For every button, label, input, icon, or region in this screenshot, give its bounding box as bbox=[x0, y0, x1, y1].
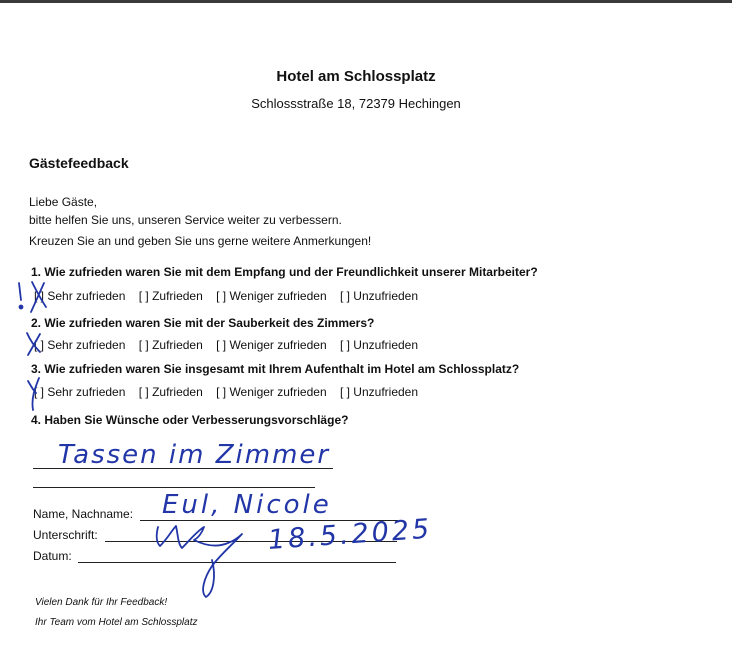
option-unzufrieden[interactable]: [ ] Unzufrieden bbox=[339, 289, 419, 303]
checkmark-q3 bbox=[28, 378, 39, 410]
option-weniger-zufrieden[interactable]: [ ] Weniger zufrieden bbox=[216, 385, 327, 399]
handwritten-answer: Tassen im Zimmer bbox=[58, 440, 331, 470]
checkmark-q1 bbox=[31, 282, 46, 312]
question-1: 1. Wie zufrieden waren Sie mit dem Empfang und der Freundlichkeit unserer Mitarbeiter? bbox=[31, 265, 538, 279]
intro-line-2: bitte helfen Sie uns, unseren Service weiter zu verbessern. bbox=[29, 213, 342, 227]
date-value: 18.5.2025 bbox=[266, 513, 434, 556]
hotel-name: Hotel am Schlossplatz bbox=[276, 68, 436, 85]
closing-thanks: Vielen Dank für Ihr Feedback! bbox=[35, 597, 168, 608]
intro-line-1: Liebe Gäste, bbox=[29, 195, 98, 209]
intro-line-3: Kreuzen Sie an und geben Sie uns gerne weitere Anmerkungen! bbox=[29, 234, 372, 248]
signature-scribble bbox=[157, 526, 242, 597]
closing-team: Ihr Team vom Hotel am Schlossplatz bbox=[35, 617, 198, 628]
name-value: Eul, Nicole bbox=[162, 490, 332, 520]
option-unzufrieden[interactable]: [ ] Unzufrieden bbox=[339, 338, 419, 352]
hotel-address: Schlossstraße 18, 72379 Hechingen bbox=[251, 96, 461, 111]
option-unzufrieden[interactable]: [ ] Unzufrieden bbox=[339, 385, 419, 399]
option-weniger-zufrieden[interactable]: [ ] Weniger zufrieden bbox=[216, 338, 327, 352]
signature-label: Unterschrift: bbox=[33, 528, 98, 542]
question-4: 4. Haben Sie Wünsche oder Verbesserungsvorschläge? bbox=[31, 413, 349, 427]
date-label: Datum: bbox=[33, 549, 72, 563]
name-label: Name, Nachname: bbox=[33, 507, 134, 521]
exclamation-dot bbox=[20, 306, 23, 309]
checkmark-q2 bbox=[27, 333, 40, 355]
question-2: 2. Wie zufrieden waren Sie mit der Sauberkeit des Zimmers? bbox=[31, 316, 375, 330]
question-3: 3. Wie zufrieden waren Sie insgesamt mit Ihrem Aufenthalt im Hotel am Schlossplatz? bbox=[31, 362, 520, 376]
form-heading: Gästefeedback bbox=[29, 155, 129, 171]
option-sehr-zufrieden[interactable]: [ ] Sehr zufrieden bbox=[34, 385, 126, 399]
option-sehr-zufrieden[interactable]: [ ] Sehr zufrieden bbox=[34, 338, 126, 352]
exclamation-mark bbox=[19, 283, 21, 300]
option-zufrieden[interactable]: [ ] Zufrieden bbox=[138, 385, 203, 399]
option-sehr-zufrieden[interactable]: [ ] Sehr zufrieden bbox=[34, 289, 126, 303]
option-zufrieden[interactable]: [ ] Zufrieden bbox=[138, 338, 203, 352]
option-weniger-zufrieden[interactable]: [ ] Weniger zufrieden bbox=[216, 289, 327, 303]
option-zufrieden[interactable]: [ ] Zufrieden bbox=[138, 289, 203, 303]
